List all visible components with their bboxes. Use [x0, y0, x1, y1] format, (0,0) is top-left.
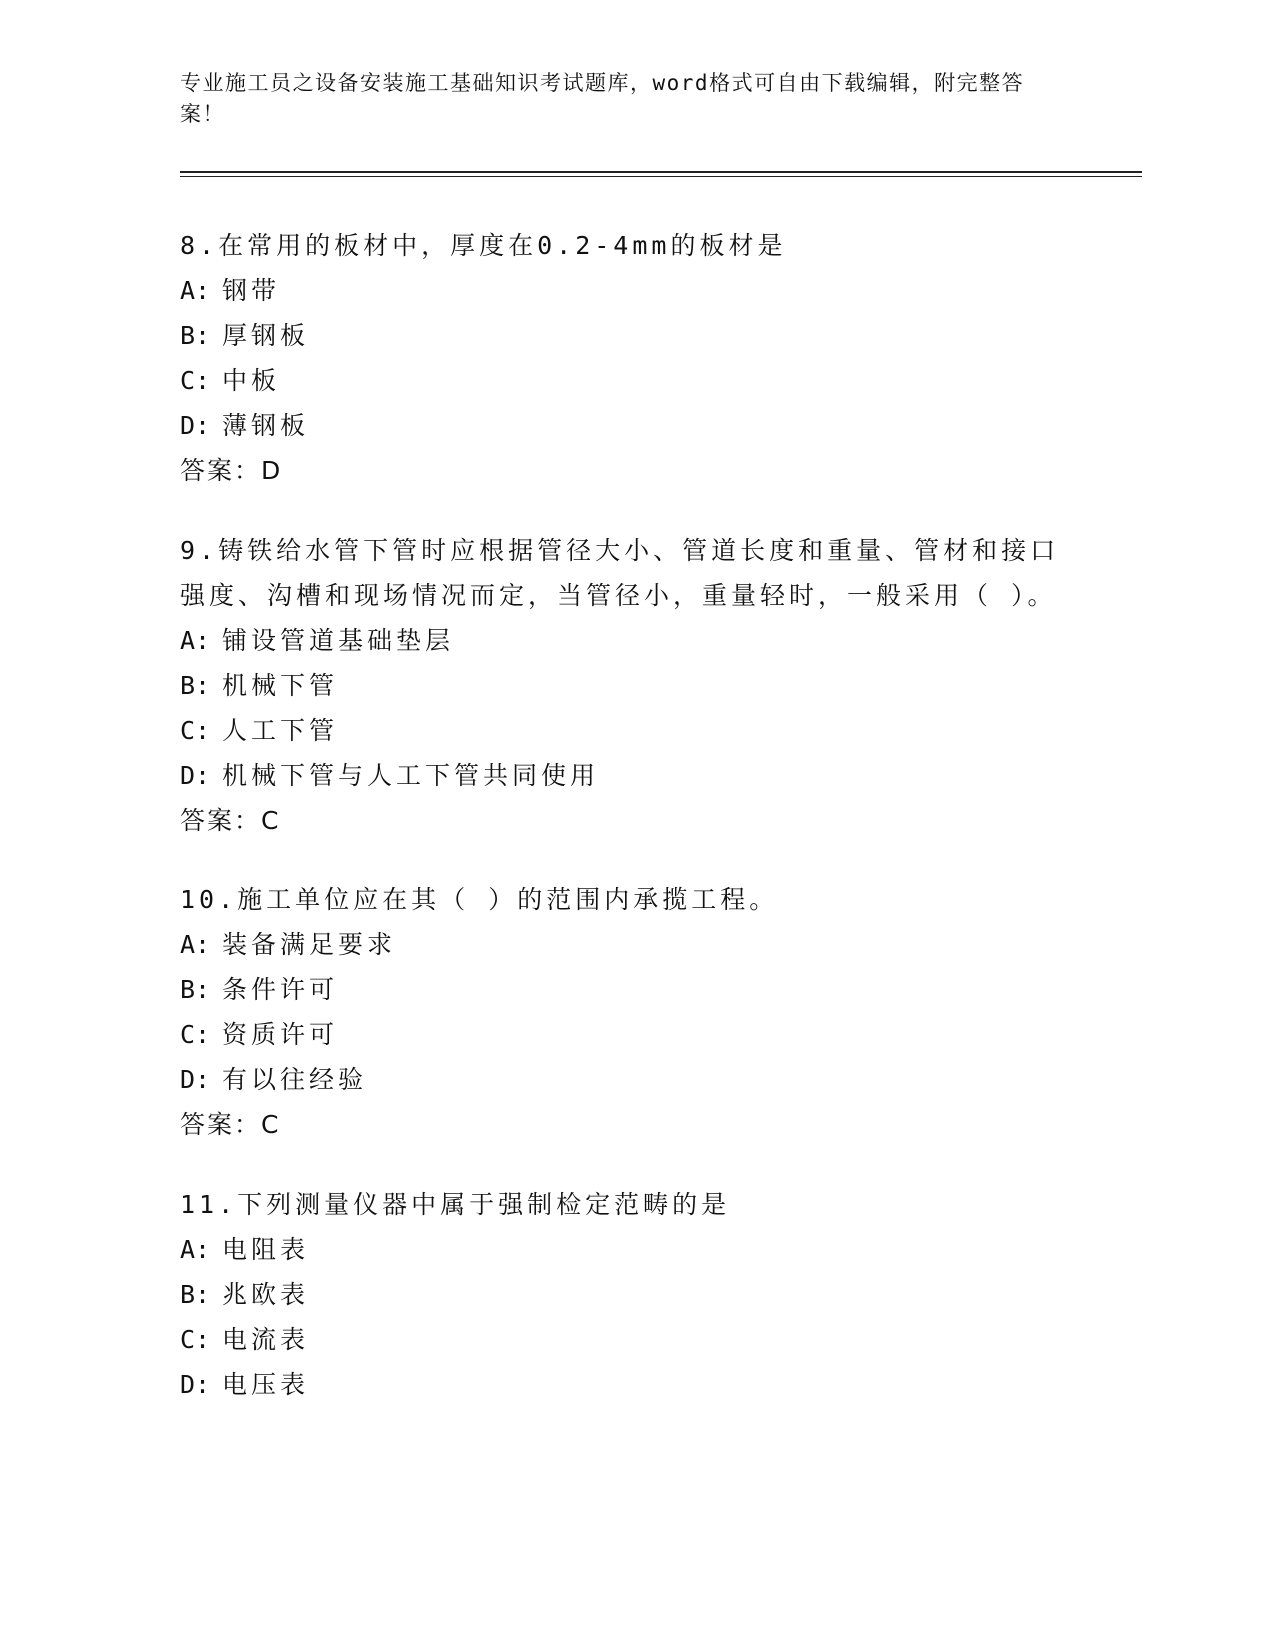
option-a — [180, 922, 1060, 967]
option-c — [180, 358, 1060, 403]
question-9 — [180, 528, 1060, 843]
option-letter: B: — [180, 671, 211, 700]
option-letter: B: — [180, 321, 211, 350]
option-b — [180, 967, 1060, 1012]
option-text: 钢带 — [222, 276, 281, 305]
option-text: 厚钢板 — [222, 321, 310, 350]
question-stem: 9.铸铁给水管下管时应根据管径大小、管道长度和重量、管材和接口强度、沟槽和现场情况而定，当管径小，重量轻时，一般采用（ ）。 — [180, 536, 1060, 610]
question-stem: 11.下列测量仪器中属于强制检定范畴的是 — [180, 1190, 731, 1219]
answer-line: 答案：D — [180, 456, 283, 485]
option-text: 中板 — [222, 366, 281, 395]
option-text: 资质许可 — [222, 1020, 339, 1049]
option-b — [180, 663, 1060, 708]
document-header: 专业施工员之设备安装施工基础知识考试题库，word格式可自由下载编辑，附完整答案！ — [180, 71, 1025, 126]
option-d — [180, 753, 1060, 798]
option-letter: A: — [180, 626, 211, 655]
option-letter: D: — [180, 1065, 211, 1094]
option-text: 兆欧表 — [222, 1280, 310, 1309]
option-text: 机械下管 — [222, 671, 339, 700]
option-text: 薄钢板 — [222, 411, 310, 440]
option-letter: C: — [180, 716, 211, 745]
option-a — [180, 1227, 1060, 1272]
option-letter: D: — [180, 1370, 211, 1399]
option-d — [180, 403, 1060, 448]
question-stem: 10.施工单位应在其（ ）的范围内承揽工程。 — [180, 885, 779, 914]
option-a — [180, 618, 1060, 663]
option-letter: B: — [180, 975, 211, 1004]
answer-line: 答案：C — [180, 1110, 281, 1139]
option-text: 电流表 — [222, 1325, 310, 1354]
option-c — [180, 1317, 1060, 1362]
option-text: 电压表 — [222, 1370, 310, 1399]
option-letter: C: — [180, 1020, 211, 1049]
option-d — [180, 1362, 1060, 1407]
option-c — [180, 1012, 1060, 1057]
option-letter: C: — [180, 1325, 211, 1354]
option-text: 铺设管道基础垫层 — [222, 626, 455, 655]
option-text: 装备满足要求 — [222, 930, 397, 959]
option-letter: D: — [180, 411, 211, 440]
question-8 — [180, 223, 1060, 493]
option-text: 电阻表 — [222, 1235, 310, 1264]
question-11 — [180, 1182, 1060, 1407]
answer-line: 答案：C — [180, 806, 281, 835]
question-stem: 8.在常用的板材中，厚度在0.2-4mm的板材是 — [180, 231, 787, 260]
option-letter: D: — [180, 761, 211, 790]
option-a — [180, 268, 1060, 313]
option-letter: A: — [180, 930, 211, 959]
question-10 — [180, 877, 1060, 1147]
option-letter: B: — [180, 1280, 211, 1309]
option-letter: A: — [180, 1235, 211, 1264]
option-b — [180, 1272, 1060, 1317]
option-c — [180, 708, 1060, 753]
option-letter: A: — [180, 276, 211, 305]
option-b — [180, 313, 1060, 358]
option-text: 机械下管与人工下管共同使用 — [222, 761, 600, 790]
option-text: 条件许可 — [222, 975, 339, 1004]
option-text: 人工下管 — [222, 716, 339, 745]
header-rule-thin — [180, 176, 1142, 177]
header-rule-thick — [180, 171, 1142, 173]
option-letter: C: — [180, 366, 211, 395]
option-d — [180, 1057, 1060, 1102]
option-text: 有以往经验 — [222, 1065, 368, 1094]
